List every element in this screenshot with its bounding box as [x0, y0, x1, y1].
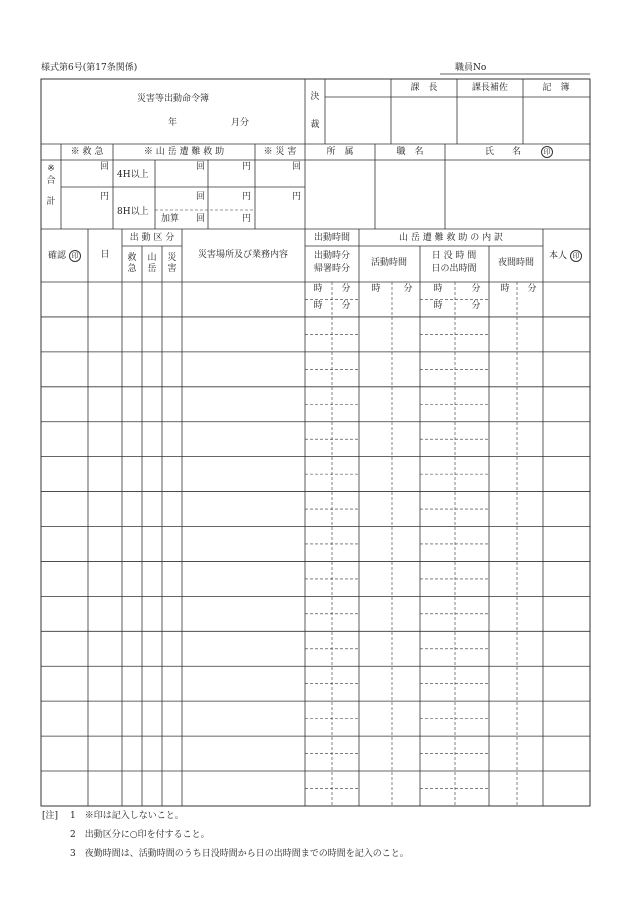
- dispatch-return-label: 帰署時分: [313, 264, 351, 274]
- dispatch-depart-label: 出動時分: [313, 251, 351, 261]
- decision-bottom: 裁: [310, 120, 320, 130]
- over-8h-label: 8H以上: [117, 207, 149, 217]
- sunrise-label: 日の出時間: [431, 264, 477, 274]
- self-label: 本人 印: [549, 250, 582, 262]
- disaster-yen-unit: 円: [292, 192, 302, 202]
- depart-minute-unit: 分: [341, 284, 351, 294]
- active-minute-unit: 分: [403, 284, 413, 294]
- sunset-minute-unit: 分: [471, 284, 481, 294]
- cat-rescue-2: 急: [127, 264, 137, 274]
- disaster-label: ※ 災 害: [263, 147, 297, 157]
- over-4h-label: 4H以上: [117, 170, 149, 180]
- form-number: 様式第6号(第17条関係): [41, 63, 138, 73]
- active-hour-unit: 時: [371, 284, 381, 294]
- position-label: 職 名: [396, 147, 424, 157]
- sunrise-minute-unit: 分: [471, 301, 481, 311]
- sum-top: 合: [46, 176, 56, 186]
- note-1: 1 ※印は記入しないこと。: [70, 811, 184, 821]
- name-label: 氏 名: [485, 147, 522, 157]
- depart-hour-unit: 時: [313, 284, 323, 294]
- active-time-label: 活動時間: [370, 258, 408, 268]
- category-label: 出 動 区 分: [129, 233, 175, 243]
- sunset-hour-unit: 時: [433, 284, 443, 294]
- night-time-label: 夜間時間: [497, 258, 535, 268]
- return-hour-unit: 時: [313, 301, 323, 311]
- disaster-count-unit: 回: [292, 162, 302, 172]
- form-title: 災害等出動命令簿: [136, 94, 210, 104]
- affiliation-label: 所 属: [326, 147, 354, 157]
- day-label: 日: [100, 250, 110, 260]
- rescue-count-unit: 回: [100, 162, 110, 172]
- approver-assistant-chief: 課長補佐: [471, 83, 509, 93]
- approver-recorder: 記 簿: [542, 83, 570, 93]
- decision-top: 決: [310, 92, 320, 102]
- mountain-rescue-label: ※ 山 岳 遭 難 救 助: [143, 147, 225, 157]
- sum-bottom: 計: [46, 197, 56, 207]
- sunrise-hour-unit: 時: [433, 301, 443, 311]
- 8h-count-unit: 回: [196, 192, 206, 202]
- 4h-yen-unit: 円: [242, 162, 252, 172]
- name-seal: [541, 146, 553, 158]
- 8h-yen-unit: 円: [242, 192, 252, 202]
- addition-count-unit: 回: [196, 214, 206, 224]
- dispatch-time-label: 出動時間: [313, 233, 351, 243]
- rescue-yen-unit: 円: [100, 192, 110, 202]
- notes-prefix: [注]: [42, 811, 59, 821]
- seal-icon: 印: [570, 250, 582, 262]
- cat-disaster-2: 害: [167, 264, 177, 274]
- night-hour-unit: 時: [500, 284, 510, 294]
- 4h-count-unit: 回: [196, 162, 206, 172]
- approver-section-chief: 課 長: [410, 83, 438, 93]
- note-3: 3 夜勤時間は、活動時間のうち日没時間から日の出時間までの時間を記入のこと。: [70, 849, 409, 859]
- confirm-label: 確認 印: [48, 250, 81, 262]
- rescue-label: ※ 救 急: [70, 147, 104, 157]
- seal-icon: 印: [69, 250, 81, 262]
- addition-yen-unit: 円: [242, 214, 252, 224]
- month-label: 月分: [231, 118, 250, 128]
- cat-rescue-1: 救: [127, 253, 137, 263]
- note-2: 2 出動区分に○印を付すること。: [70, 830, 210, 840]
- return-minute-unit: 分: [341, 301, 351, 311]
- breakdown-label: 山 岳 遭 難 救 助 の 内 訳: [399, 233, 503, 243]
- night-minute-unit: 分: [527, 284, 537, 294]
- cat-mountain-2: 岳: [147, 264, 157, 274]
- sum-mark: ※: [47, 164, 55, 174]
- sunset-label: 日 没 時 間: [431, 251, 477, 261]
- cat-disaster-1: 災: [167, 253, 177, 263]
- addition-label: 加算: [161, 214, 180, 224]
- cat-mountain-1: 山: [147, 253, 157, 263]
- staff-no-label: 職員No: [455, 63, 487, 73]
- year-label: 年: [168, 118, 178, 128]
- place-content-label: 災害場所及び業務内容: [197, 250, 289, 260]
- seal-icon: 印: [541, 146, 553, 158]
